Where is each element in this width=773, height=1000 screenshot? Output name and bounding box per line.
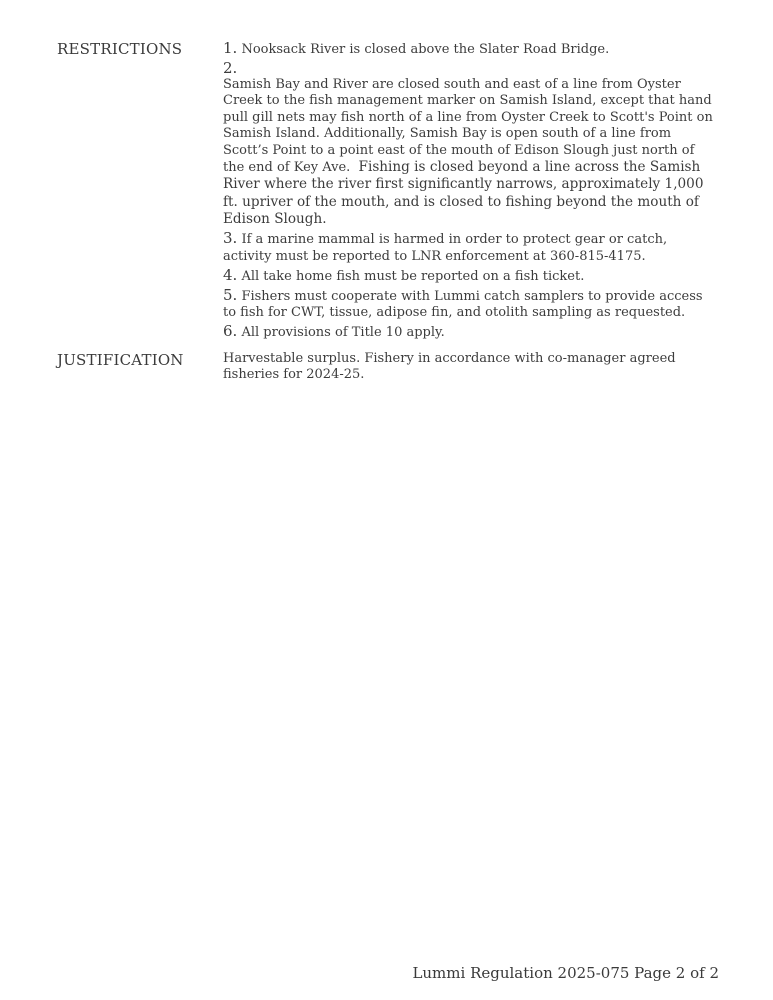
restriction-text: All take home fish must be reported on a fish ticket. (241, 268, 585, 284)
restriction-text: If a marine mammal is harmed in order to protect gear or catch, activity must be reported to LNR enforcement at 360-815-4175. (223, 232, 668, 264)
restriction-text-part-a: Samish Bay and River are closed south and east of a line from Oyster Creek to the fish management marker on Samish Island, except that hand pull gill nets may fish north of a line from Oyster Creek to Scott's Point on Samish Island. Additionally, Samish Bay is open south of a line from Scott’s Point to a point east of the mouth of Edison Slough just north of the end of Key Ave. (223, 77, 713, 176)
page-footer: Lummi Regulation 2025-075 Page 2 of 2 (412, 964, 719, 982)
restriction-text: Fishers must cooperate with Lummi catch samplers to provide access to fish for CWT, tissue, adipose fin, and otolith sampling as requested. (223, 288, 703, 321)
restrictions-heading: RESTRICTIONS (57, 40, 183, 58)
justification-heading: JUSTIFICATION (57, 351, 184, 369)
restriction-number: 6. (223, 322, 238, 341)
restriction-item-6 (223, 323, 719, 341)
restriction-number: 5. (223, 285, 238, 304)
restriction-text-part-b: Fishing is closed beyond a line across the Samish River where the river first significantly narrows, approximately 1,000 ft. upriver of the mouth, and is closed to fishing beyond the mouth of Edison Slough. (223, 159, 704, 228)
restriction-item-2 (223, 60, 719, 229)
restriction-text: Nooksack River is closed above the Slater Road Bridge. (241, 42, 610, 57)
justification-body (223, 351, 719, 384)
restriction-number: 4. (223, 265, 238, 284)
justification-text: Harvestable surplus. Fishery in accordance with co-manager agreed fisheries for 2024-25. (223, 351, 676, 383)
restriction-item-5 (223, 287, 719, 322)
restriction-number: 1. (223, 39, 238, 57)
restrictions-list (223, 40, 719, 343)
restriction-number: 3. (223, 229, 238, 248)
restriction-text: All provisions of Title 10 apply. (241, 325, 445, 341)
restriction-number: 2. (223, 59, 238, 77)
restriction-item-4 (223, 267, 719, 285)
restriction-item-1 (223, 40, 719, 58)
restriction-text (223, 77, 719, 229)
restriction-item-3 (223, 230, 719, 265)
